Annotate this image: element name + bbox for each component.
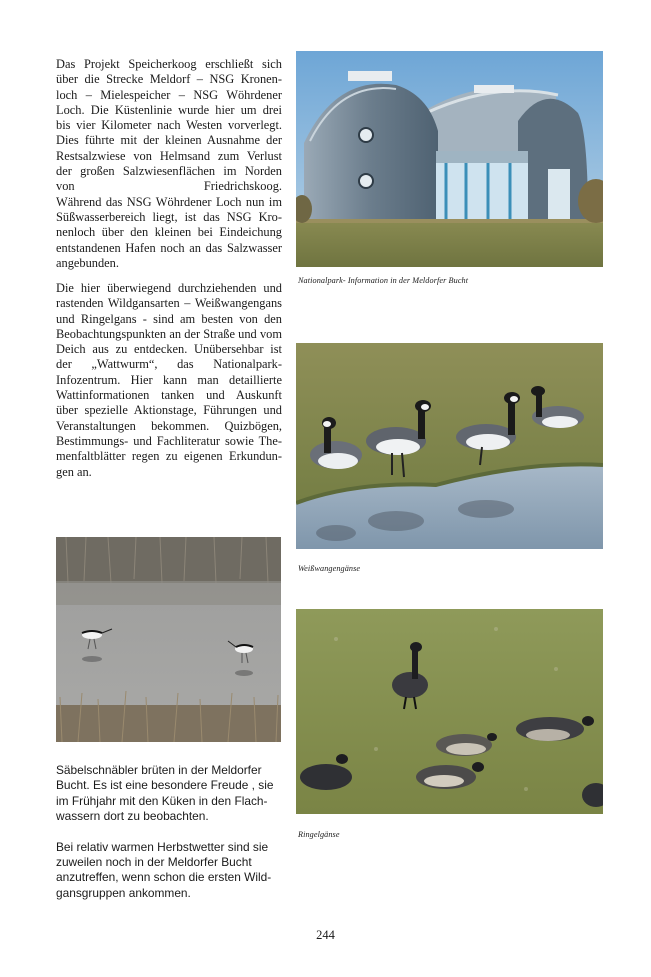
paragraph-gap bbox=[56, 825, 282, 840]
text-line: von Friedrichskoog. bbox=[56, 179, 282, 194]
text-line: Die hier überwiegend durchziehenden und bbox=[56, 281, 282, 295]
page-number: 244 bbox=[316, 928, 335, 942]
text-line: Bei relativ warmen Herbstwetter sind sie bbox=[56, 839, 269, 854]
text-line: der „Wattwurm“, das Nationalpark- bbox=[56, 357, 282, 372]
text-line: Beobachtungspunkten an der Straße und vom bbox=[56, 326, 282, 341]
avocet-photo bbox=[56, 537, 281, 742]
text-line: Deich aus zu entdecken. Unübersehbar ist bbox=[56, 342, 282, 357]
text-line: Veranstaltungen bekommen. Quizbögen, bbox=[56, 418, 282, 433]
wildgans-paragraph bbox=[56, 281, 282, 480]
text-line: Wattinformationen tanken und Auskunft bbox=[56, 388, 282, 403]
text-line: wassern dort zu beobachten. bbox=[56, 809, 209, 824]
text-line: gansgruppen ankommen. bbox=[56, 885, 191, 900]
text-line: im Frühjahr mit den Küken in den Flach- bbox=[56, 793, 268, 808]
nationalpark-info-photo bbox=[296, 51, 603, 267]
text-line: Während das NSG Wöhrdener Loch nun im bbox=[56, 194, 282, 209]
text-line: Infozentrum. Hier kann man detaillierte bbox=[56, 372, 282, 387]
caption-weisswangen: Weißwangengänse bbox=[298, 564, 361, 573]
brent-geese-photo bbox=[296, 609, 603, 814]
caption-nationalpark: Nationalpark- Information in der Meldorfer Bucht bbox=[298, 276, 469, 285]
text-line: über die Strecke Meldorf – NSG Kronen- bbox=[56, 72, 282, 87]
avocet-paragraph bbox=[56, 763, 282, 901]
text-line: der großen Salzwiesenflächen im Norden bbox=[56, 164, 282, 179]
text-line: zuweilen noch in der Meldorfer Bucht bbox=[56, 855, 252, 870]
text-line: gen an. bbox=[56, 464, 92, 479]
text-line: Bestimmungs- und Fachliteratur sowie The- bbox=[56, 433, 282, 448]
caption-ringel: Ringelgänse bbox=[298, 830, 340, 839]
text-line: nenloch über den kleinen bei Eindeichung bbox=[56, 225, 282, 240]
text-line: über spezielle Aktionstage, Führungen und bbox=[56, 403, 282, 418]
text-line: menfaltblätter regen zu eigenen Erkundun- bbox=[56, 449, 282, 464]
text-line: loch – Mielespeicher – NSG Wöhrdener bbox=[56, 87, 282, 102]
text-line: Dies führte mit der kleinen Ausnahme der bbox=[56, 133, 282, 148]
text-line: rastenden Wildgansarten – Weißwangengans bbox=[56, 296, 282, 311]
text-line: angebunden. bbox=[56, 255, 119, 270]
text-line: bis vier Kilometer nach Westen vorverlegt. bbox=[56, 118, 282, 133]
intro-paragraph bbox=[56, 57, 282, 271]
text-line: Loch. Die Küstenlinie wurde hier um drei bbox=[56, 102, 282, 117]
text-line: Bucht. Es ist eine besondere Freude , sie bbox=[56, 778, 274, 793]
barnacle-geese-photo bbox=[296, 343, 603, 549]
text-line: entstandenen Hafen noch an das Salzwasser bbox=[56, 240, 282, 255]
text-line: Säbelschnäbler brüten in der Meldorfer bbox=[56, 763, 262, 777]
text-line: und Ringelgans - sind am besten von den bbox=[56, 311, 282, 326]
text-line: Süßwasserbereich liegt, ist das NSG Kro- bbox=[56, 209, 282, 224]
text-line: anzutreffen, wenn schon die ersten Wild- bbox=[56, 870, 272, 885]
text-line: Das Projekt Speicherkoog erschließt sich bbox=[56, 57, 282, 71]
text-line: Restsalzwiese von Helmsand zum Verlust bbox=[56, 148, 282, 163]
